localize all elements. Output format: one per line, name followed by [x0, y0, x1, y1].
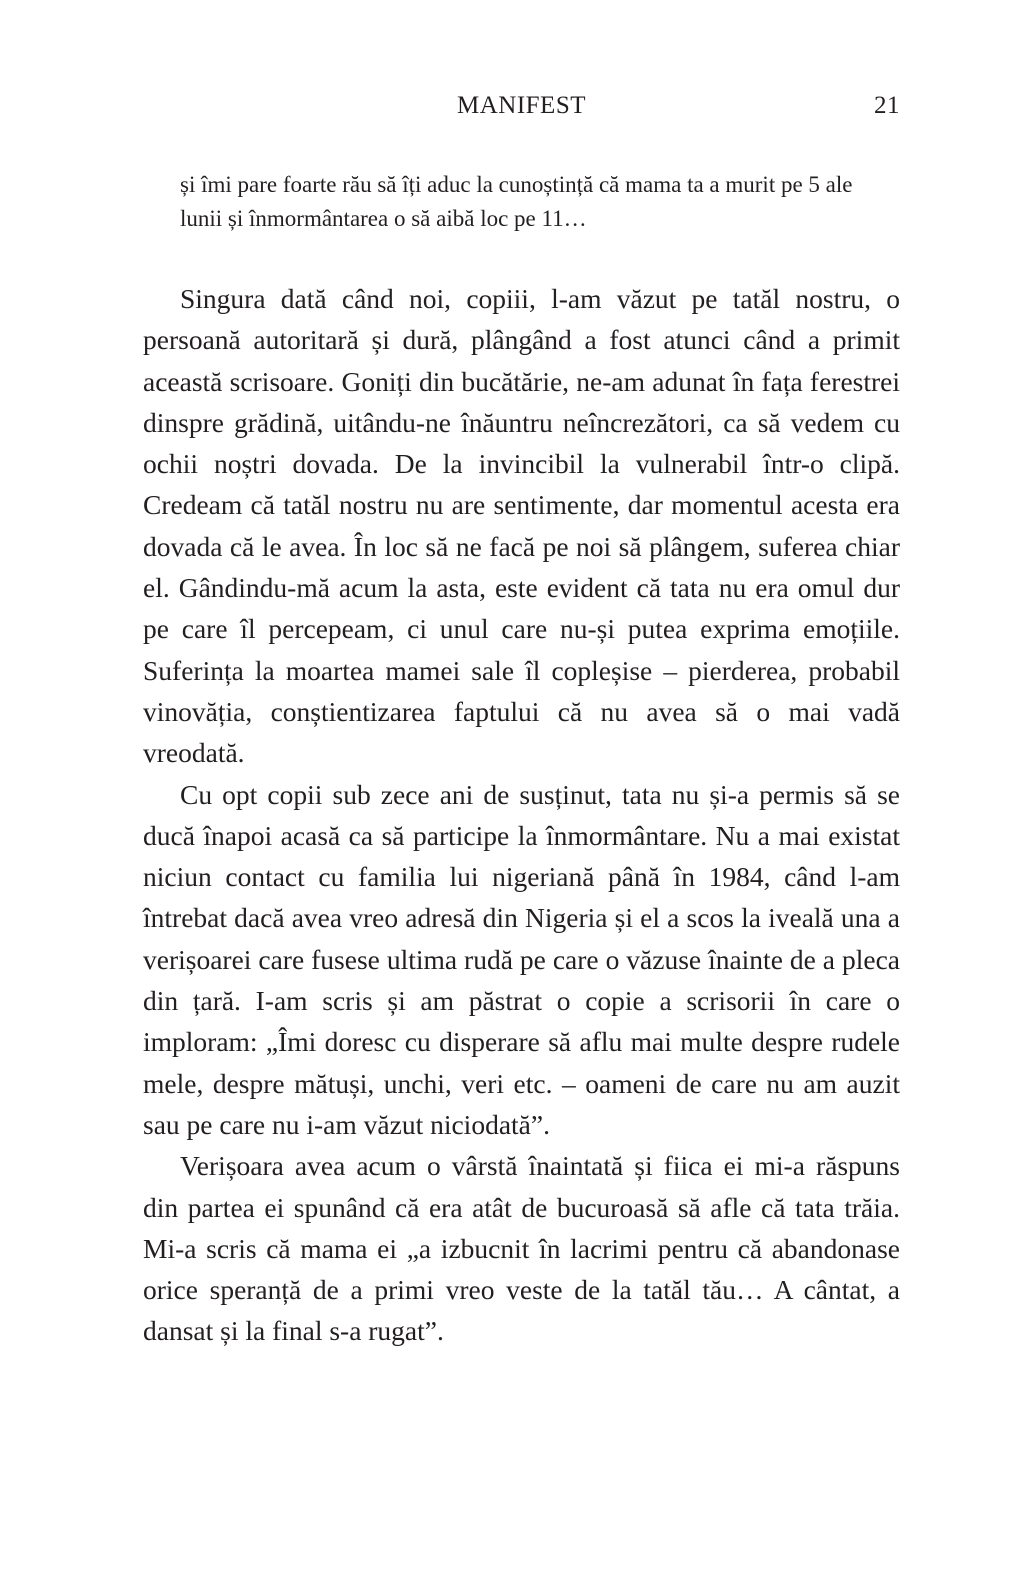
- running-header: [143, 92, 900, 128]
- page-number: 21: [874, 92, 900, 119]
- paragraph: Cu opt copii sub zece ani de susținut, tata nu și-a permis să se ducă înapoi acasă ca să participe la înmormântare. Nu a mai existat niciun contact cu familia lui nigeriană până în 1984, când l-am întrebat dacă avea vreo adresă din Nigeria și el a scos la iveală una a verișoarei care fusese ultima rudă pe care o văzuse înainte de a pleca din țară. I-am scris și am păstrat o copie a scrisorii în care o imploram: „Îmi doresc cu disperare să aflu mai multe despre rudele mele, despre mătuși, unchi, veri etc. – oameni de care nu am auzit sau pe care nu i-am văzut niciodată”.: [143, 778, 900, 1140]
- letter-quote: și îmi pare foarte rău să îți aduc la cunoștință că mama ta a murit pe 5 ale lunii și înmormântarea o să aibă loc pe 11…: [180, 172, 853, 231]
- running-title: MANIFEST: [456, 92, 586, 119]
- body-text: [143, 278, 900, 1352]
- paragraph: Singura dată când noi, copiii, l-am văzut pe tatăl nostru, o persoană autoritară și dură, plângând a fost atunci când a primit această scrisoare. Goniți din bucătărie, ne-am adunat în fața ferestrei dinspre grădină, uitându-ne înăuntru neîncrezători, ca să vedem cu ochii noștri dovada. De la invincibil la vulnerabil într-o clipă. Credeam că tatăl nostru nu are sentimente, dar momentul acesta era dovada că le avea. În loc să ne facă pe noi să plângem, suferea chiar el. Gândindu-mă acum la asta, este evident că tata nu era omul dur pe care îl percepeam, ci unul care nu-și putea exprima emoțiile. Suferința la moartea mamei sale îl copleșise – pierderea, probabil vinovăția, conștientizarea faptului că nu avea să o mai vadă vreodată.: [143, 283, 900, 769]
- paragraph: Verișoara avea acum o vârstă înaintată și fiica ei mi-a răspuns din partea ei spunând că era atât de bucuroasă să afle că tata trăia. Mi-a scris că mama ei „a izbucnit în lacrimi pentru că abandonase orice speranță de a primi vreo veste de la tatăl tău… A cântat, a dansat și la final s-a rugat”.: [143, 1150, 900, 1347]
